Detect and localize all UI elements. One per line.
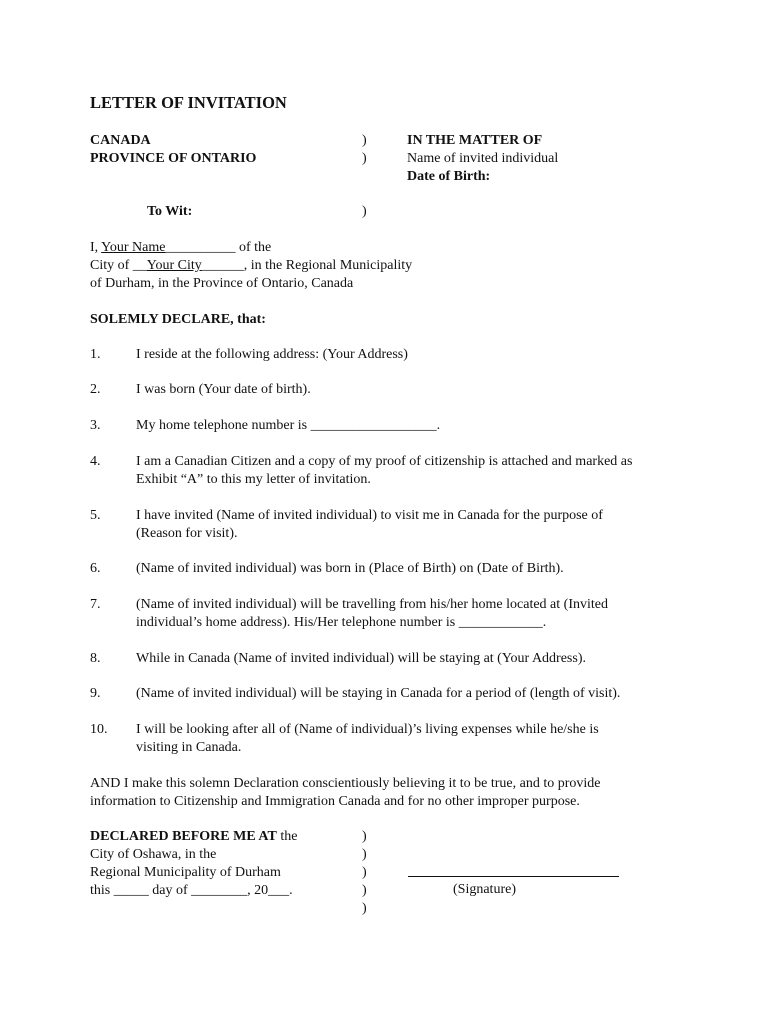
declared-line-3: Regional Municipality of Durham <box>90 865 281 880</box>
intro-i-prefix: I, <box>90 240 102 255</box>
declared-bold: DECLARED BEFORE ME AT <box>90 829 277 844</box>
city-prefix: City of <box>90 258 133 273</box>
name-blank: __________ <box>165 240 236 255</box>
header-canada: CANADA <box>90 133 151 148</box>
signature-label: (Signature) <box>453 882 516 897</box>
declare-heading: SOLEMLY DECLARE, that: <box>90 312 266 327</box>
item-number: 2. <box>90 382 101 397</box>
item-text: I have invited (Name of invited individual) to visit me in Canada for the purpose of <box>136 508 603 523</box>
closing-line-1: AND I make this solemn Declaration conscientiously believing it to be true, and to provide <box>90 776 601 791</box>
item-text: (Name of invited individual) will be staying in Canada for a period of (length of visit). <box>136 686 621 701</box>
item-number: 8. <box>90 651 101 666</box>
city-suffix: , in the Regional Municipality <box>243 258 413 273</box>
city-blank: ______ <box>201 258 244 273</box>
document-title: LETTER OF INVITATION <box>90 93 287 112</box>
item-number: 5. <box>90 508 101 523</box>
your-name-field: Your Name <box>101 240 166 255</box>
header-province: PROVINCE OF ONTARIO <box>90 151 257 166</box>
item-text: (Name of invited individual) will be travelling from his/her home located at (Invited <box>136 597 608 612</box>
intro-line-2 <box>90 257 412 275</box>
declared-the: the <box>276 829 298 844</box>
item-text: I was born (Your date of birth). <box>136 382 311 397</box>
item-text-cont: individual’s home address). His/Her telephone number is ____________. <box>136 615 547 630</box>
matter-dob: Date of Birth: <box>407 169 491 184</box>
item-number: 1. <box>90 347 101 362</box>
declared-paren-4: ) <box>362 883 367 898</box>
declared-paren-5: ) <box>362 901 367 916</box>
item-text-cont: Exhibit “A” to this my letter of invitation. <box>136 472 371 487</box>
item-text-cont: visiting in Canada. <box>136 740 242 755</box>
to-wit-paren: ) <box>362 204 367 219</box>
item-text: While in Canada (Name of invited individual) will be staying at (Your Address). <box>136 651 586 666</box>
intro-line-1 <box>90 239 271 257</box>
declared-paren-1: ) <box>362 829 367 844</box>
item-text-cont: (Reason for visit). <box>136 526 238 541</box>
matter-title: IN THE MATTER OF <box>407 133 543 148</box>
closing-line-2: information to Citizenship and Immigration Canada and for no other improper purpose. <box>90 794 580 809</box>
item-number: 10. <box>90 722 108 737</box>
header-paren-1: ) <box>362 133 367 148</box>
declared-line-1 <box>90 828 297 846</box>
item-text: My home telephone number is __________________. <box>136 418 441 433</box>
intro-line-3: of Durham, in the Province of Ontario, Canada <box>90 276 354 291</box>
intro-of-the: of the <box>235 240 272 255</box>
signature-line <box>408 876 619 877</box>
item-number: 9. <box>90 686 101 701</box>
item-number: 3. <box>90 418 101 433</box>
item-text: I am a Canadian Citizen and a copy of my proof of citizenship is attached and marked as <box>136 454 633 469</box>
item-text: (Name of invited individual) was born in (Place of Birth) on (Date of Birth). <box>136 561 564 576</box>
declared-line-2: City of Oshawa, in the <box>90 847 217 862</box>
your-city-field: Your City <box>146 258 202 273</box>
city-lead-blank: __ <box>132 258 147 273</box>
item-text: I reside at the following address: (Your Address) <box>136 347 408 362</box>
header-paren-2: ) <box>362 151 367 166</box>
declared-paren-3: ) <box>362 865 367 880</box>
declared-paren-2: ) <box>362 847 367 862</box>
item-number: 7. <box>90 597 101 612</box>
matter-name: Name of invited individual <box>407 151 559 166</box>
to-wit-label: To Wit: <box>147 204 193 219</box>
item-text: I will be looking after all of (Name of individual)’s living expenses while he/she is <box>136 722 599 737</box>
declared-line-4: this _____ day of ________, 20___. <box>90 883 293 898</box>
item-number: 6. <box>90 561 101 576</box>
item-number: 4. <box>90 454 101 469</box>
